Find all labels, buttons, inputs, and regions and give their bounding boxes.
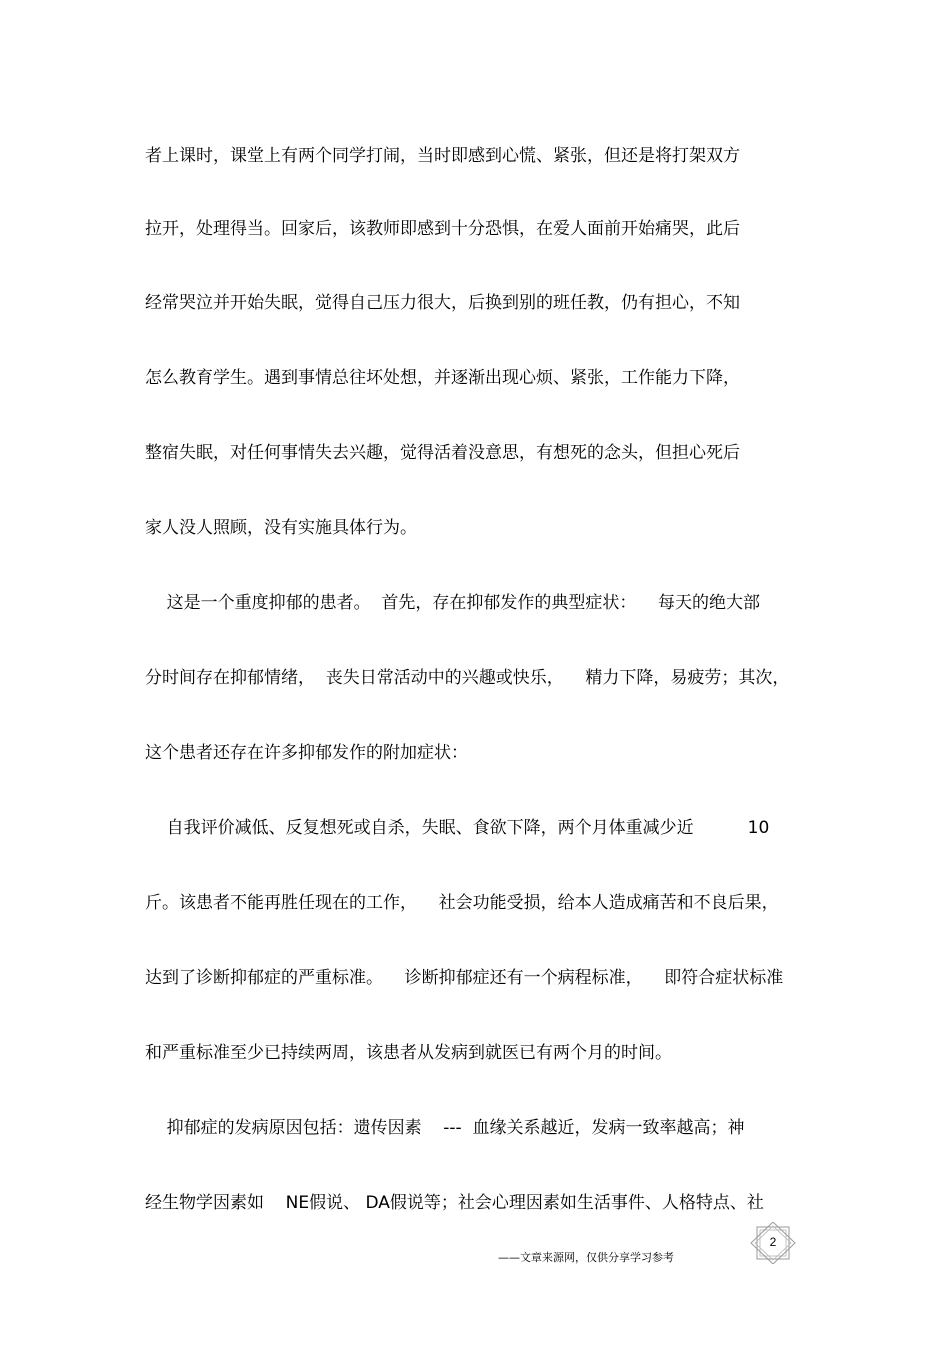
footer-source-note: ——文章来源网，仅供分享学习参考 [498,1251,674,1264]
body-text-line: 分时间存在抑郁情绪， 丧失日常活动中的兴趣或快乐， 精力下降，易疲劳；其次， [145,668,790,688]
body-text-line: 斤。该患者不能再胜任现在的工作， 社会功能受损，给本人造成痛苦和不良后果， [145,893,779,913]
body-text-line: 拉开，处理得当。回家后，该教师即感到十分恐惧，在爱人面前开始痛哭，此后 [145,219,740,239]
body-text-line: 经常哭泣并开始失眠，觉得自己压力很大，后换到别的班任教，仍有担心，不知 [145,293,740,313]
body-text-line: 怎么教育学生。遇到事情总往坏处想，并逐渐出现心烦、紧张，工作能力下降， [145,368,740,388]
page-number: 2 [769,1235,777,1249]
body-text-line: 者上课时，课堂上有两个同学打闹，当时即感到心慌、紧张，但还是将打架双方 [145,146,740,166]
body-text-line: 经生物学因素如 NE假说、 DA假说等；社会心理因素如生活事件、人格特点、社 [145,1193,764,1213]
page-number-badge [748,1222,798,1264]
body-text-line: 抑郁症的发病原因包括：遗传因素 --- 血缘关系越近，发病一致率越高；神 [145,1118,745,1138]
body-text-line: 这是一个重度抑郁的患者。 首先，存在抑郁发作的典型症状： 每天的绝大部 [145,593,761,613]
body-text-line: 自我评价减低、反复想死或自杀，失眠、食欲下降，两个月体重减少近 10 [145,818,770,838]
body-text-line: 和严重标准至少已持续两周，该患者从发病到就医已有两个月的时间。 [145,1043,672,1063]
body-text-line: 整宿失眠，对任何事情失去兴趣，觉得活着没意思，有想死的念头，但担心死后 [145,443,740,463]
body-text-line: 这个患者还存在许多抑郁发作的附加症状： [145,743,468,763]
body-text-line: 家人没人照顾，没有实施具体行为。 [145,518,417,538]
body-text-line: 达到了诊断抑郁症的严重标准。 诊断抑郁症还有一个病程标准， 即符合症状标准 [145,968,784,988]
